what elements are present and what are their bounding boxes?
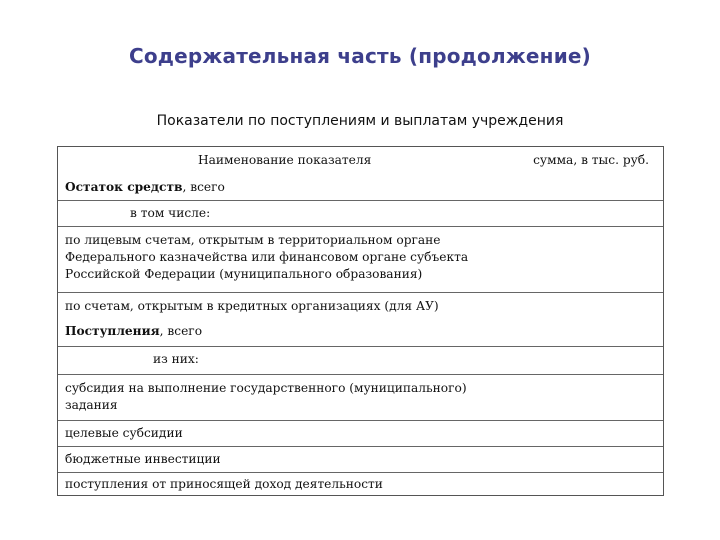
row-including: в том числе: (130, 206, 211, 220)
table-row (58, 473, 663, 496)
row-balance-text: , всего (182, 180, 225, 194)
table-header-row (58, 147, 663, 201)
row-balance-bold: Остаток средств (65, 180, 183, 194)
row-target-subsidies: целевые субсидии (65, 426, 183, 440)
header-sum: сумма, в тыс. руб. (533, 153, 649, 167)
table-row (58, 375, 663, 421)
row-credit-accounts: по счетам, открытым в кредитных организациях (для АУ) (65, 299, 439, 313)
row-treasury-accounts: по лицевым счетам, открытым в территориальном органе Федерального казначейства или финансовом органе субъекта Российской Федерации (муниципального образования) (65, 233, 469, 281)
row-budget-investments: бюджетные инвестиции (65, 452, 221, 466)
row-receipts-text: , всего (159, 324, 203, 338)
header-name: Наименование показателя (198, 153, 372, 167)
row-receipts (65, 323, 503, 340)
table-row (58, 447, 663, 473)
page-title: Содержательная часть (продолжение) (128, 44, 592, 68)
row-receipts-bold: Поступления (65, 324, 160, 338)
row-balance (65, 179, 503, 196)
indicators-table (57, 146, 664, 496)
table-row (58, 347, 663, 375)
row-of-them: из них: (153, 352, 199, 366)
table-row (58, 421, 663, 447)
row-income-activity: поступления от приносящей доход деятельности (65, 477, 383, 491)
table-row (58, 227, 663, 293)
table-row (58, 201, 663, 227)
table-subtitle: Показатели по поступлениям и выплатам учреждения (156, 113, 564, 129)
table-row (58, 293, 663, 347)
row-subsidy-task: субсидия на выполнение государственного (муниципального) задания (65, 381, 467, 412)
